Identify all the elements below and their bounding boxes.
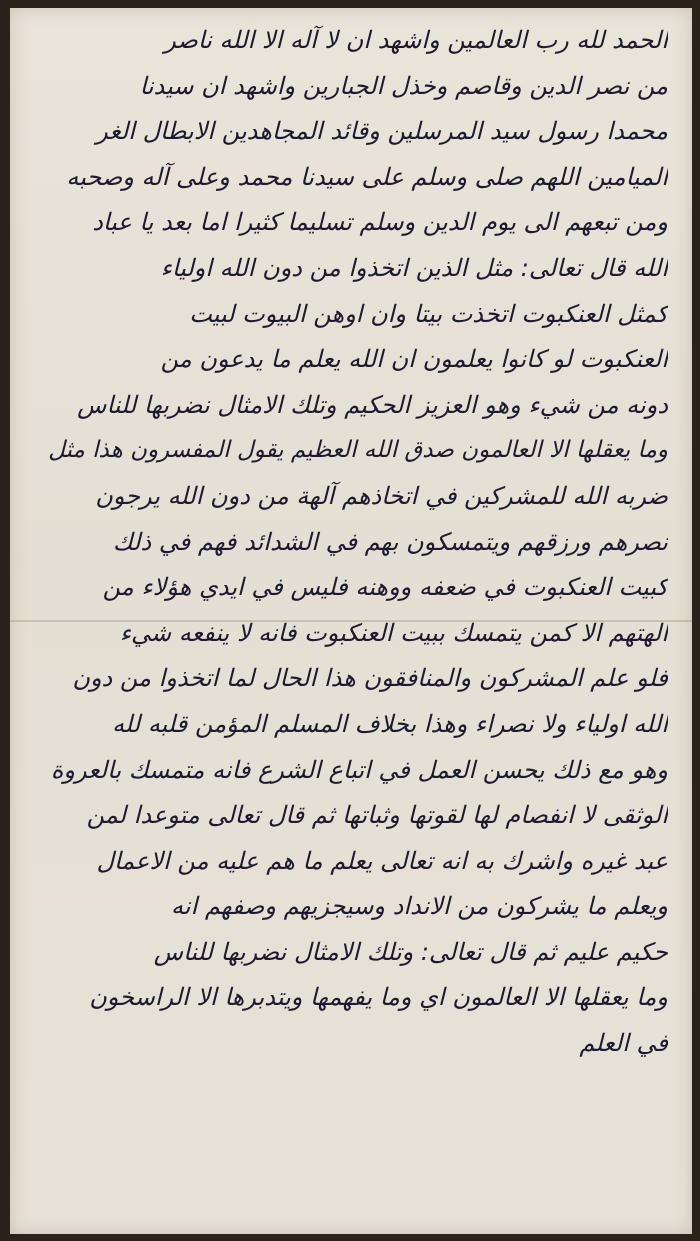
text-line: في العلم	[579, 1029, 668, 1058]
text-line: محمدا رسول سيد المرسلين وقائد المجاهدين الابطال الغر	[96, 117, 668, 146]
text-line: ومن تبعهم الى يوم الدين وسلم تسليما كثيرا اما بعد يا عباد	[92, 208, 668, 237]
text-line: الهتهم الا كمن يتمسك ببيت العنكبوت فانه لا ينفعه شيء	[119, 618, 668, 647]
text-line: فلو علم المشركون والمنافقون هذا الحال لما اتخذوا من دون	[72, 664, 668, 693]
text-line: الميامين اللهم صلى وسلم على سيدنا محمد وعلى آله وصحبه	[66, 162, 668, 191]
text-line: الله قال تعالى: مثل الذين اتخذوا من دون الله اولياء	[160, 253, 668, 282]
text-line: العنكبوت لو كانوا يعلمون ان الله يعلم ما يدعون من	[160, 345, 668, 374]
text-line: الحمد لله رب العالمين واشهد ان لا آله الا الله ناصر	[164, 26, 668, 54]
text-line: نصرهم ورزقهم ويتمسكون بهم في الشدائد فهم في ذلك	[112, 527, 668, 556]
text-line: وهو مع ذلك يحسن العمل في اتباع الشرع فانه متمسك بالعروة	[50, 755, 668, 784]
text-line: الوثقى لا انفصام لها لقوتها وثباتها ثم قال تعالى متوعدا لمن	[86, 801, 668, 830]
text-line: وما يعقلها الا العالمون صدق الله العظيم يقول المفسرون هذا مثل	[48, 437, 668, 464]
text-line: وما يعقلها الا العالمون اي وما يفهمها ويتدبرها الا الراسخون	[89, 983, 668, 1012]
text-line: حكيم عليم ثم قال تعالى: وتلك الامثال نضربها للناس	[153, 937, 668, 966]
text-line: الله اولياء ولا نصراء وهذا بخلاف المسلم المؤمن قلبه لله	[112, 709, 668, 738]
text-line: كمثل العنكبوت اتخذت بيتا وان اوهن البيوت لبيت	[189, 299, 668, 328]
text-line: ضربه الله للمشركين في اتخاذهم آلهة من دون الله يرجون	[95, 481, 668, 510]
handwritten-text-block	[28, 18, 668, 1067]
text-line: عبد غيره واشرك به انه تعالى يعلم ما هم عليه من الاعمال	[96, 846, 668, 875]
text-line: دونه من شيء وهو العزيز الحكيم وتلك الامثال نضربها للناس	[77, 390, 668, 419]
text-line: كبيت العنكبوت في ضعفه ووهنه فليس في ايدي هؤلاء من	[102, 573, 668, 602]
text-line: من نصر الدين وقاصم وخذل الجبارين واشهد ان سيدنا	[139, 71, 668, 100]
text-line: ويعلم ما يشركون من الانداد وسيجزيهم وصفهم انه	[171, 892, 668, 921]
